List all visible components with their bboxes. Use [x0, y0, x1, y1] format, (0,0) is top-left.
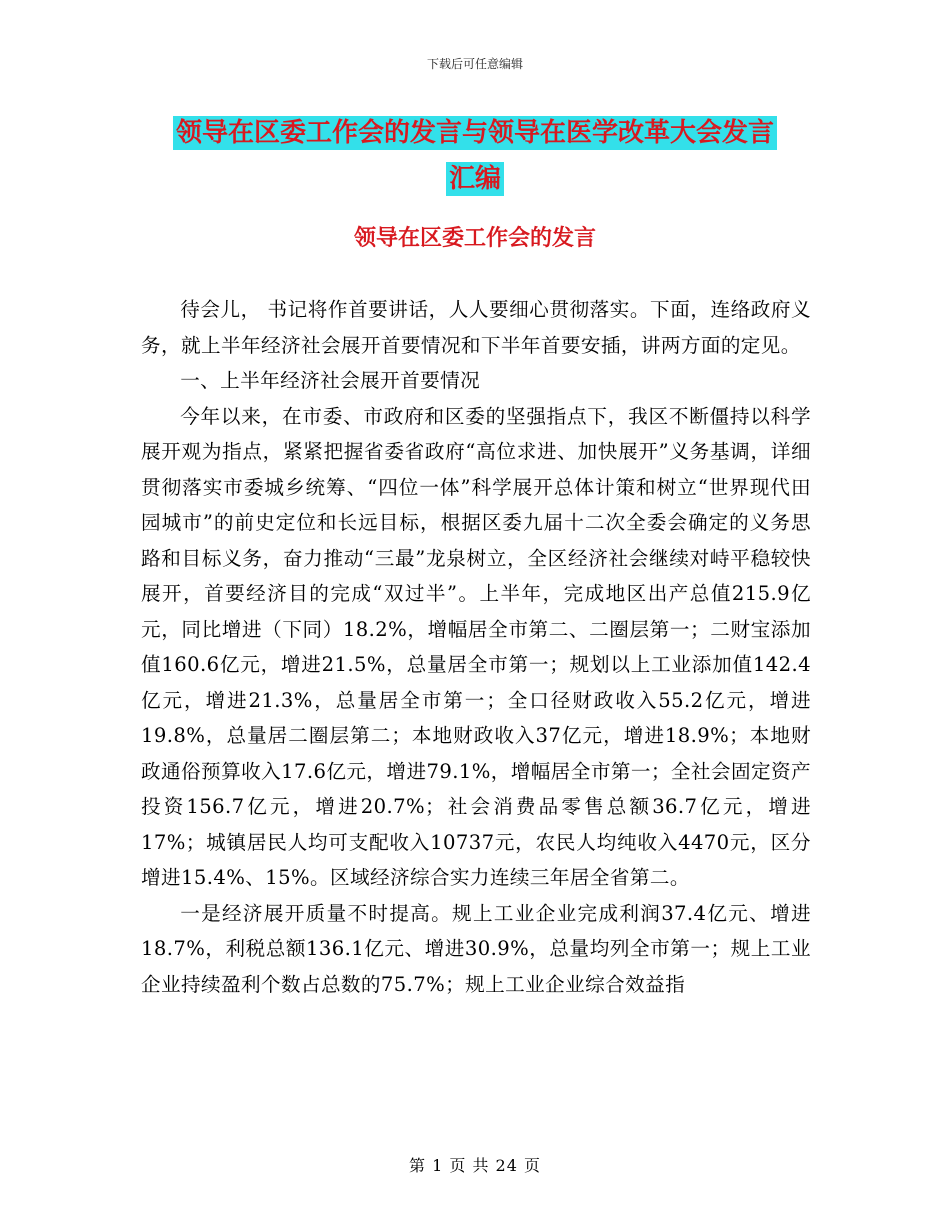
- paragraph: 今年以来，在市委、市政府和区委的坚强指点下，我区不断僵持以科学展开观为指点，紧紧把握省委省政府“高位求进、加快展开”义务基调，详细贯彻落实市委城乡统筹、“四位一体”科学展开总体计策和树立“世界现代田园城市”的前史定位和长远目标，根据区委九届十二次全委会确定的义务思路和目标义务，奋力推动“三最”龙泉树立，全区经济社会继续对峙平稳较快展开，首要经济目的完成“双过半”。上半年，完成地区出产总值215.9亿元，同比增进（下同）18.2%，增幅居全市第二、二圈层第一；二财宝添加值160.6亿元，增进21.5%，总量居全市第一；规划以上工业添加值142.4亿元，增进21.3%，总量居全市第一；全口径财政收入55.2亿元，增进19.8%，总量居二圈层第二；本地财政收入37亿元，增进18.9%；本地财政通俗预算收入17.6亿元，增进79.1%，增幅居全市第一；全社会固定资产投资156.7亿元，增进20.7%；社会消费品零售总额36.7亿元，增进17%；城镇居民人均可支配收入10737元，农民人均纯收入4470元，区分增进15.4%、15%。区域经济综合实力连续三年居全省第二。: [141, 404, 811, 889]
- body-text: [141, 292, 811, 1002]
- paragraph-heading: 一、上半年经济社会展开首要情况: [180, 369, 481, 392]
- title-line-1: 领导在区委工作会的发言与领导在医学改革大会发言: [173, 116, 777, 150]
- page-footer: 第 1 页 共 24 页: [409, 1156, 541, 1175]
- header-note: 下载后可任意编辑: [426, 57, 523, 71]
- paragraph: 一是经济展开质量不时提高。规上工业企业完成利润37.4亿元、增进18.7%，利税总额136.1亿元、增进30.9%，总量均列全市第一；规上工业企业持续盈利个数占总数的75.7%；规上工业企业综合效益指: [141, 901, 811, 996]
- title-line-2: 汇编: [446, 162, 504, 196]
- document-title: [140, 110, 810, 202]
- paragraph: 待会儿， 书记将作首要讲话，人人要细心贯彻落实。下面，连络政府义务，就上半年经济社会展开首要情况和下半年首要安插，讲两方面的定见。: [141, 298, 811, 357]
- section-title: 领导在区委工作会的发言: [353, 226, 596, 251]
